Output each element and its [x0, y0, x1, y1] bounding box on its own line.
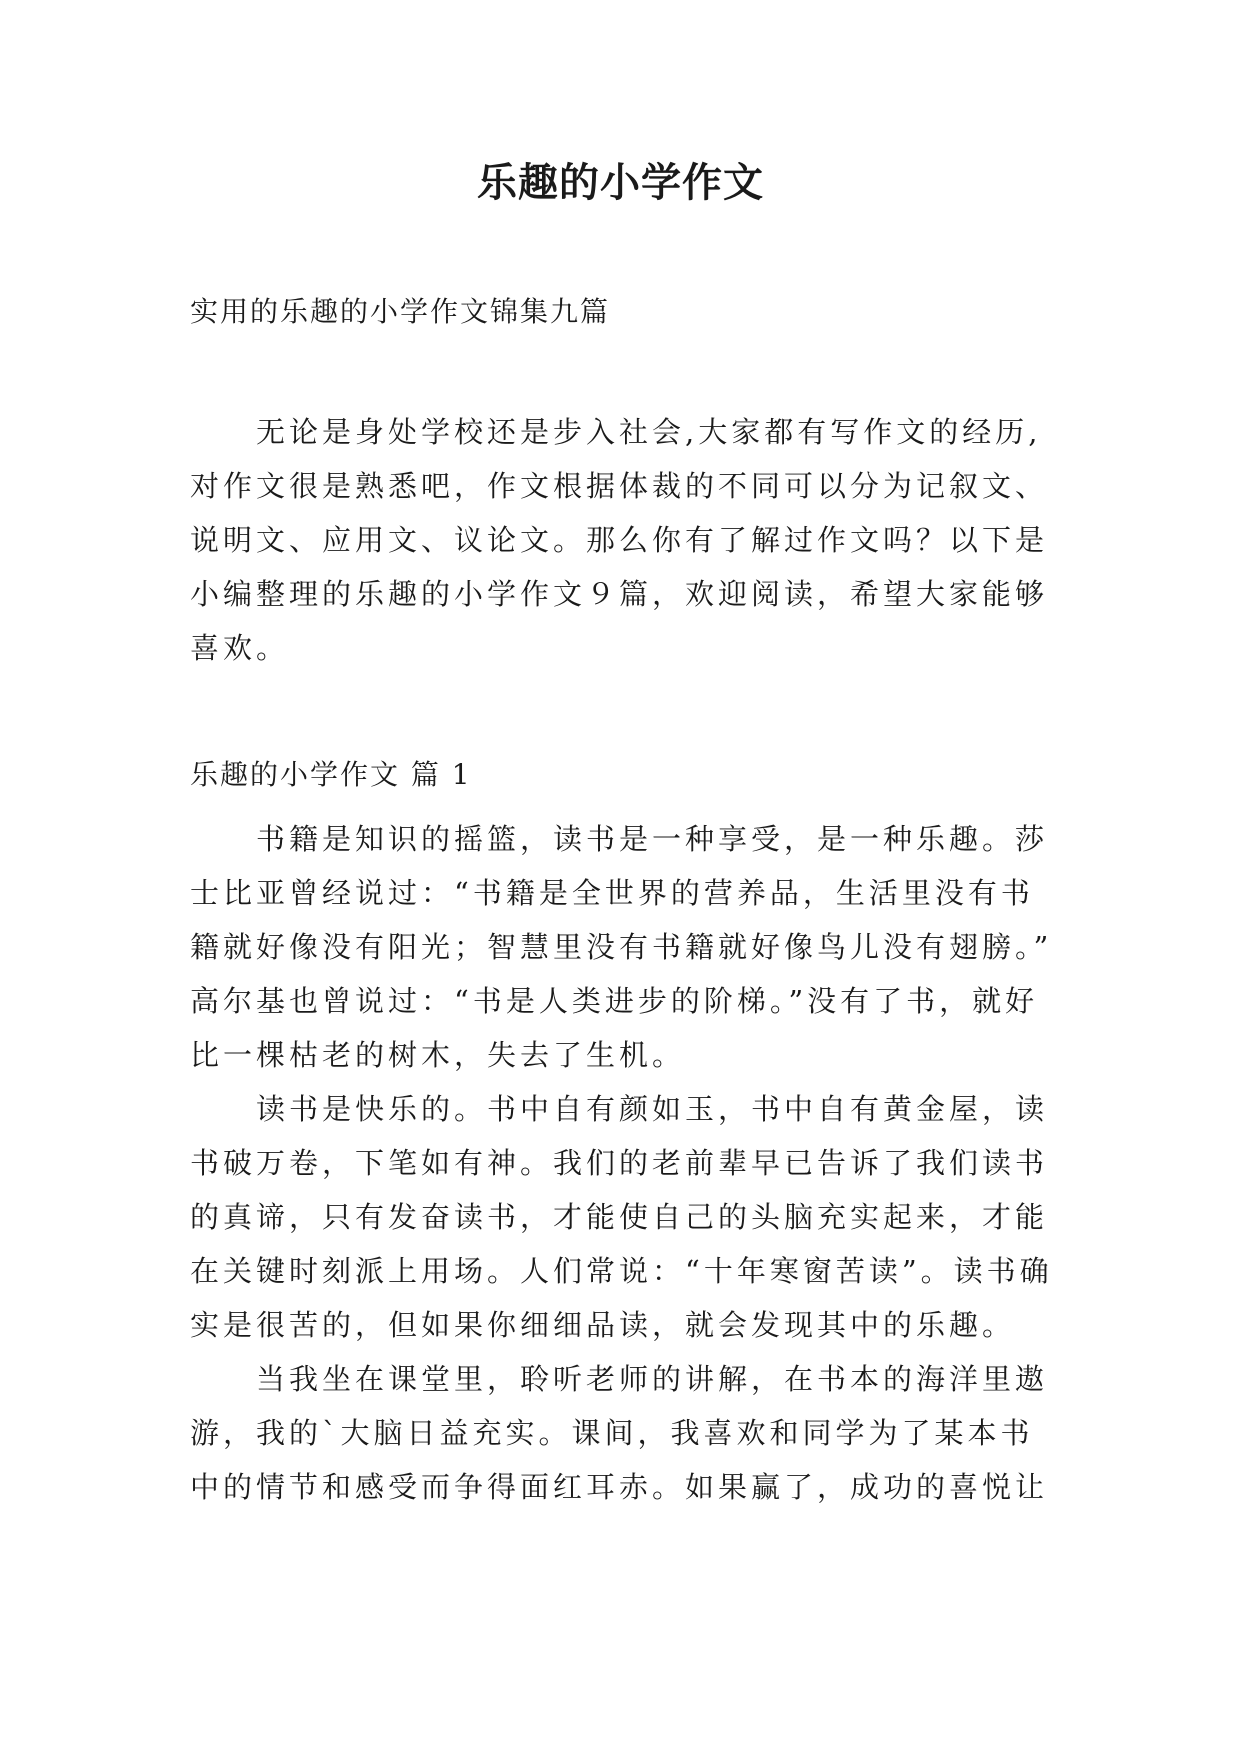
- body-line: 读书是快乐的。书中自有颜如玉，书中自有黄金屋，读: [256, 1092, 1049, 1126]
- intro-line: 说明文、应用文、议论文。那么你有了解过作文吗？以下是: [190, 523, 1049, 557]
- body-line: 在关键时刻派上用场。人们常说：“十年寒窗苦读”。读书确: [190, 1254, 1053, 1288]
- body-line: 中的情节和感受而争得面红耳赤。如果赢了，成功的喜悦让: [190, 1470, 1049, 1504]
- body-line: 籍就好像没有阳光；智慧里没有书籍就好像鸟儿没有翅膀。”: [190, 930, 1053, 964]
- body-line: 书破万卷，下笔如有神。我们的老前辈早已告诉了我们读书: [190, 1146, 1049, 1180]
- body-line: 高尔基也曾说过：“书是人类进步的阶梯。”没有了书，就好: [190, 984, 1039, 1018]
- intro-paragraph: [190, 405, 1050, 675]
- body-line: 实是很苦的，但如果你细细品读，就会发现其中的乐趣。: [190, 1308, 1016, 1342]
- document-title: 乐趣的小学作文: [477, 159, 764, 206]
- document-subtitle: 实用的乐趣的小学作文锦集九篇: [190, 295, 611, 328]
- body-line: 士比亚曾经说过：“书籍是全世界的营养品，生活里没有书: [190, 876, 1034, 910]
- body-line: 游，我的`大脑日益充实。课间，我喜欢和同学为了某本书: [190, 1416, 1034, 1450]
- intro-line: 无论是身处学校还是步入社会,大家都有写作文的经历,: [256, 415, 1042, 449]
- intro-line: 喜欢。: [190, 631, 290, 665]
- intro-line: 对作文很是熟悉吧，作文根据体裁的不同可以分为记叙文、: [190, 469, 1049, 503]
- body-line: 的真谛，只有发奋读书，才能使自己的头脑充实起来，才能: [190, 1200, 1049, 1234]
- section-heading: 乐趣的小学作文 篇 1: [190, 758, 472, 791]
- intro-line: 小编整理的乐趣的小学作文９篇，欢迎阅读，希望大家能够: [190, 577, 1049, 611]
- essay-body: [190, 812, 1053, 1514]
- body-line: 当我坐在课堂里，聆听老师的讲解，在书本的海洋里遨: [256, 1362, 1049, 1396]
- body-line: 书籍是知识的摇篮，读书是一种享受，是一种乐趣。莎: [256, 822, 1049, 856]
- body-line: 比一棵枯老的树木，失去了生机。: [190, 1038, 686, 1072]
